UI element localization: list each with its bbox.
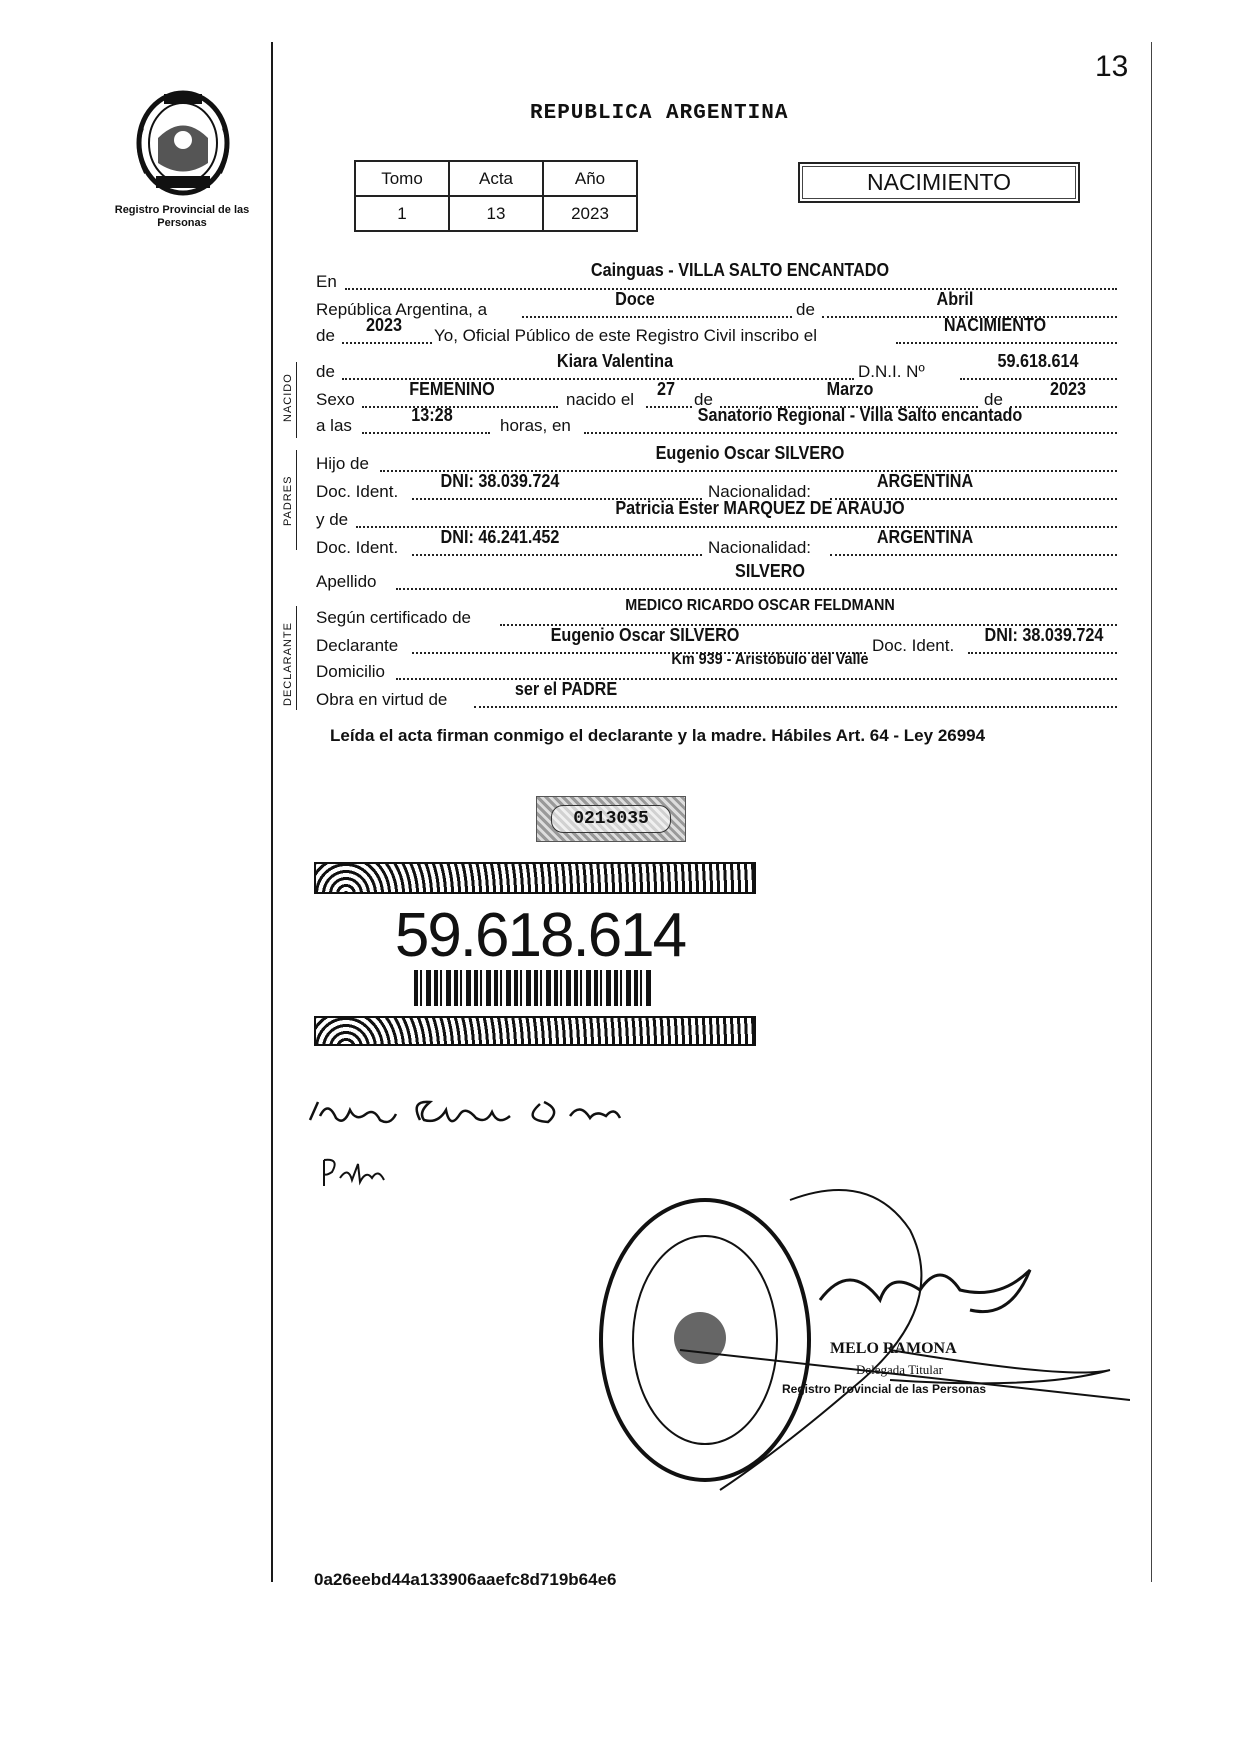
value-domicilio: Km 939 - Aristóbulo del Valle (671, 651, 869, 668)
label-de2: de (694, 390, 713, 409)
value-nac-mes: Marzo (826, 379, 874, 399)
document-title: REPUBLICA ARGENTINA (530, 102, 789, 125)
official-name: MELO RAMONA (830, 1340, 957, 1357)
sticker-code: 0213035 (551, 805, 671, 833)
header-acta: Acta (449, 161, 543, 196)
label-doc2: Doc. Ident. (316, 538, 399, 557)
value-hora: 13:28 (411, 405, 453, 425)
value-tipo: NACIMIENTO (943, 315, 1047, 335)
left-margin-line (271, 42, 273, 1582)
record-type-box: NACIMIENTO (798, 162, 1080, 203)
label-nacido: nacido el (566, 390, 635, 409)
value-padre-nac: ARGENTINA (876, 471, 974, 491)
label-de-year: de (316, 326, 335, 345)
header-anio: Año (543, 161, 637, 196)
value-certificado: MEDICO RICARDO OSCAR FELDMANN (625, 597, 895, 614)
label-apellido: Apellido (316, 572, 377, 591)
value-madre-doc: DNI: 46.241.452 (440, 527, 560, 547)
value-nac-dia: 27 (656, 379, 676, 399)
page-number: 13 (1095, 50, 1129, 83)
label-alas: a las (316, 416, 352, 435)
right-margin-line (1151, 42, 1152, 1582)
label-hijo: Hijo de (316, 454, 369, 473)
closing-statement: Leída el acta firman conmigo el declarante y la madre. Hábiles Art. 64 - Ley 26994 (330, 726, 986, 745)
label-de-name: de (316, 362, 335, 381)
provincial-coat-of-arms-logo (128, 88, 238, 198)
value-declarante-doc: DNI: 38.039.724 (984, 625, 1104, 645)
value-declarante: Eugenio Oscar SILVERO (550, 625, 740, 645)
label-horas: horas, en (500, 416, 571, 435)
sticker-dni-number: 59.618.614 (394, 901, 686, 970)
label-nac1: Nacionalidad: (708, 482, 812, 501)
value-dni: 59.618.614 (997, 351, 1079, 371)
value-madre: Patricia Ester MARQUEZ DE ARAUJO (615, 498, 905, 518)
side-label-declarante: DECLARANTE (282, 622, 294, 706)
value-lugar-nac: Sanatorio Regional - Villa Salto encantado (697, 405, 1023, 425)
header-tomo: Tomo (355, 161, 449, 196)
label-obra: Obra en virtud de (316, 690, 448, 709)
label-dni: D.N.I. Nº (858, 362, 925, 381)
official-role: Delegada Titular (856, 1362, 944, 1377)
value-lugar: Cainguas - VILLA SALTO ENCANTADO (590, 260, 890, 280)
value-padre: Eugenio Oscar SILVERO (655, 443, 845, 463)
value-mes: Abril (936, 289, 974, 309)
value-nombre: Kiara Valentina (556, 351, 674, 371)
value-dia: Doce (615, 289, 655, 309)
official-org: Registro Provincial de las Personas (782, 1382, 987, 1396)
label-republica: República Argentina, a (316, 300, 488, 319)
sticker-barcode (414, 970, 654, 1006)
label-declarante: Declarante (316, 636, 399, 655)
label-en: En (316, 272, 337, 291)
value-madre-nac: ARGENTINA (876, 527, 974, 547)
label-doc3: Doc. Ident. (872, 636, 955, 655)
value-sexo: FEMENINO (409, 379, 495, 399)
document-hash: 0a26eebd44a133906aaefc8d719b64e6 (314, 1570, 617, 1589)
sticker-pattern-top (314, 862, 756, 894)
label-yo: Yo, Oficial Público de este Registro Civil inscribo el (434, 326, 817, 345)
logo-caption: Registro Provincial de las Personas (114, 204, 250, 229)
value-tomo: 1 (355, 196, 449, 231)
label-de3: de (984, 390, 1003, 409)
value-acta: 13 (449, 196, 543, 231)
label-segun: Según certificado de (316, 608, 471, 627)
sticker-pattern-bottom (314, 1016, 756, 1046)
registry-table (354, 160, 638, 232)
value-apellido: SILVERO (735, 561, 805, 581)
label-de-mes: de (796, 300, 815, 319)
value-anio: 2023 (365, 315, 403, 335)
label-nac2: Nacionalidad: (708, 538, 812, 557)
value-anio: 2023 (543, 196, 637, 231)
sticker-code-box (536, 796, 686, 842)
value-nac-anio: 2023 (1049, 379, 1087, 399)
label-domicilio: Domicilio (316, 662, 385, 681)
label-yde: y de (316, 510, 349, 529)
side-label-nacido: NACIDO (282, 373, 294, 422)
label-sexo: Sexo (316, 390, 355, 409)
value-obra: ser el PADRE (514, 679, 618, 699)
value-padre-doc: DNI: 38.039.724 (440, 471, 560, 491)
label-doc1: Doc. Ident. (316, 482, 399, 501)
side-label-padres: PADRES (282, 475, 294, 526)
